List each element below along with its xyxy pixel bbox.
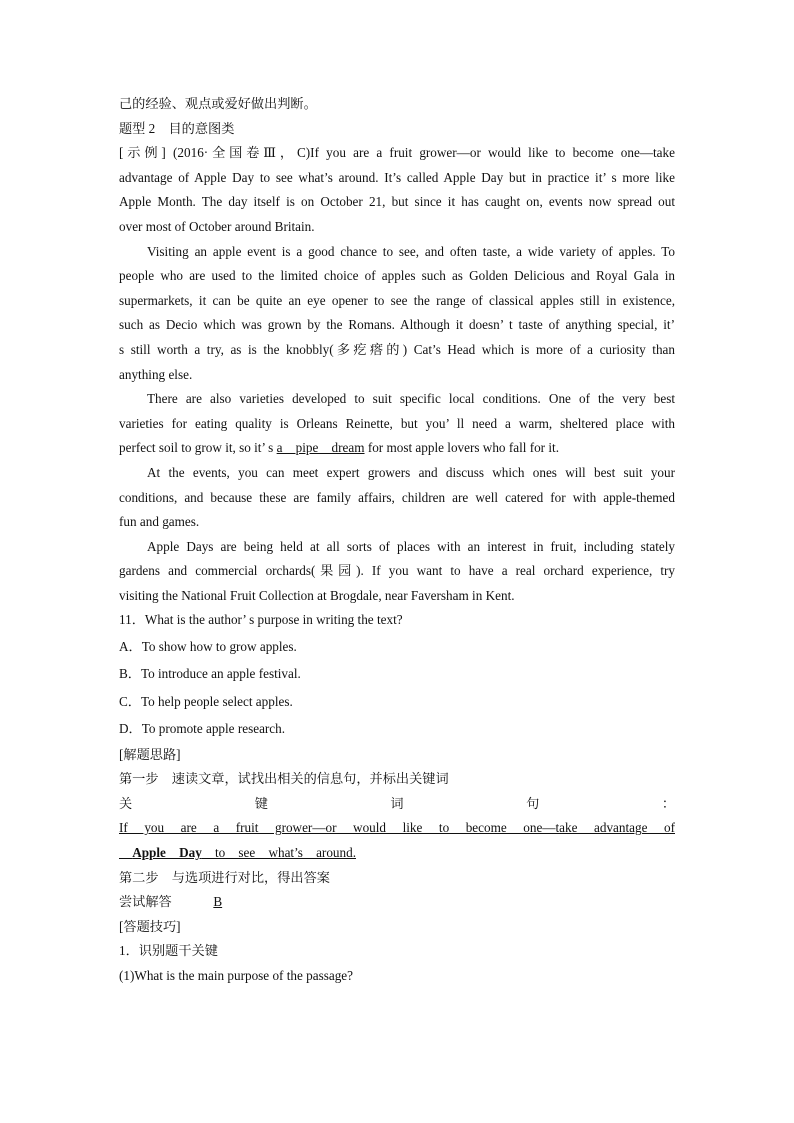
example-first-line [119,141,675,166]
answer-value: B [213,894,223,910]
try-label: 尝试解答 [119,894,172,910]
keyword-rest: to see what’s around. [201,845,356,860]
passage-p4-line1: At the events, you can meet expert growers and discuss which ones will best suit your [147,464,675,480]
section-title: 题型 2 目的意图类 [119,120,235,136]
passage-p2-line2: people who are used to the limited choice of apples such as Golden Delicious and Royal Gala in [119,268,675,284]
option-c: C．To help people select apples. [119,693,293,709]
step-one: 第一步 速读文章，试找出相关的信息句，并标出关键词 [119,771,449,787]
step-two: 第二步 与选项进行对比，得出答案 [119,869,330,885]
option-d: D．To promote apple research. [119,721,286,737]
analysis-label: [解题思路] [119,746,181,762]
passage-p1-line4: over most of October around Britain. [119,218,315,234]
passage-p2-line3: supermarkets, it can be quite an eye opener to see the range of classical apples still in existence, [119,292,675,308]
try-answer-row [119,890,675,915]
keyword-sentence-line2 [119,841,675,866]
passage-p1-line1: If you are a fruit grower—or would like to become one—take [310,145,675,161]
tip-one-example: (1)What is the main purpose of the passage? [119,967,354,983]
passage-p2-line5: s still worth a try, as is the knobbly(多疙瘩的) Cat’s Head which is more of a curiosity than [119,341,675,357]
keyword-label-char: 关 [119,795,133,811]
underlined-phrase: a pipe dream [276,440,365,456]
example-label: [示例] [119,145,166,161]
intro-tail: 己的经验、观点或爱好做出判断。 [119,96,317,111]
tips-label: [答题技巧] [119,918,181,934]
passage-p3-line2: varieties for eating quality is Orleans Reinette, but you’ ll need a warm, sheltered place with [119,415,675,431]
passage-p1-line3: Apple Month. The day itself is on October 21, but since it has caught on, events now spread out [119,194,675,210]
tip-one: 1．识别题干关键 [119,943,218,959]
document-page [119,92,675,989]
p3-after: for most apple lovers who fall for it. [364,440,559,456]
keyword-bold: Apple Day [132,845,202,860]
passage-p5-line2: gardens and commercial orchards(果园). If you want to have a real orchard experience, try [119,563,675,579]
passage-p2-line1: Visiting an apple event is a good chance to see, and often taste, a wide variety of apples. To [147,243,675,259]
passage-p5-line1: Apple Days are being held at all sorts of places with an interest in fruit, including stately [147,538,675,554]
passage-p5-line3: visiting the National Fruit Collection at Brogdale, near Faversham in Kent. [119,587,515,603]
keyword-label-char: 键 [254,795,268,811]
keyword-label-char: ： [661,795,675,811]
passage-p4-line3: fun and games. [119,514,200,530]
keyword-label-char: 词 [390,795,404,811]
question-stem: 11．What is the author’ s purpose in writing the text? [119,612,403,628]
keyword-sentence-line1: If you are a fruit grower—or would like to become one—take advantage of [119,820,675,836]
keyword-label-row [119,792,675,817]
keyword-label-char: 句 [526,795,540,811]
option-b: B．To introduce an apple festival. [119,666,301,682]
passage-p2-line6: anything else. [119,366,193,382]
source-citation: (2016·全国卷Ⅲ，C) [173,145,311,161]
passage-p3-line1: There are also varieties developed to suit specific local conditions. One of the very best [147,391,675,407]
p3-before: perfect soil to grow it, so it’ s [119,440,277,456]
passage-p3-line3 [119,436,675,461]
passage-p4-line2: conditions, and because these are family affairs, children are well catered for with apple-themed [119,489,675,505]
option-a: A．To show how to grow apples. [119,639,297,655]
passage-p1-line2: advantage of Apple Day to see what’s around. It’s called Apple Day but in practice it’ s more like [119,169,675,185]
passage-p2-line4: such as Decio which was grown by the Romans. Although it doesn’ t taste of anything special, it’ [119,317,675,333]
